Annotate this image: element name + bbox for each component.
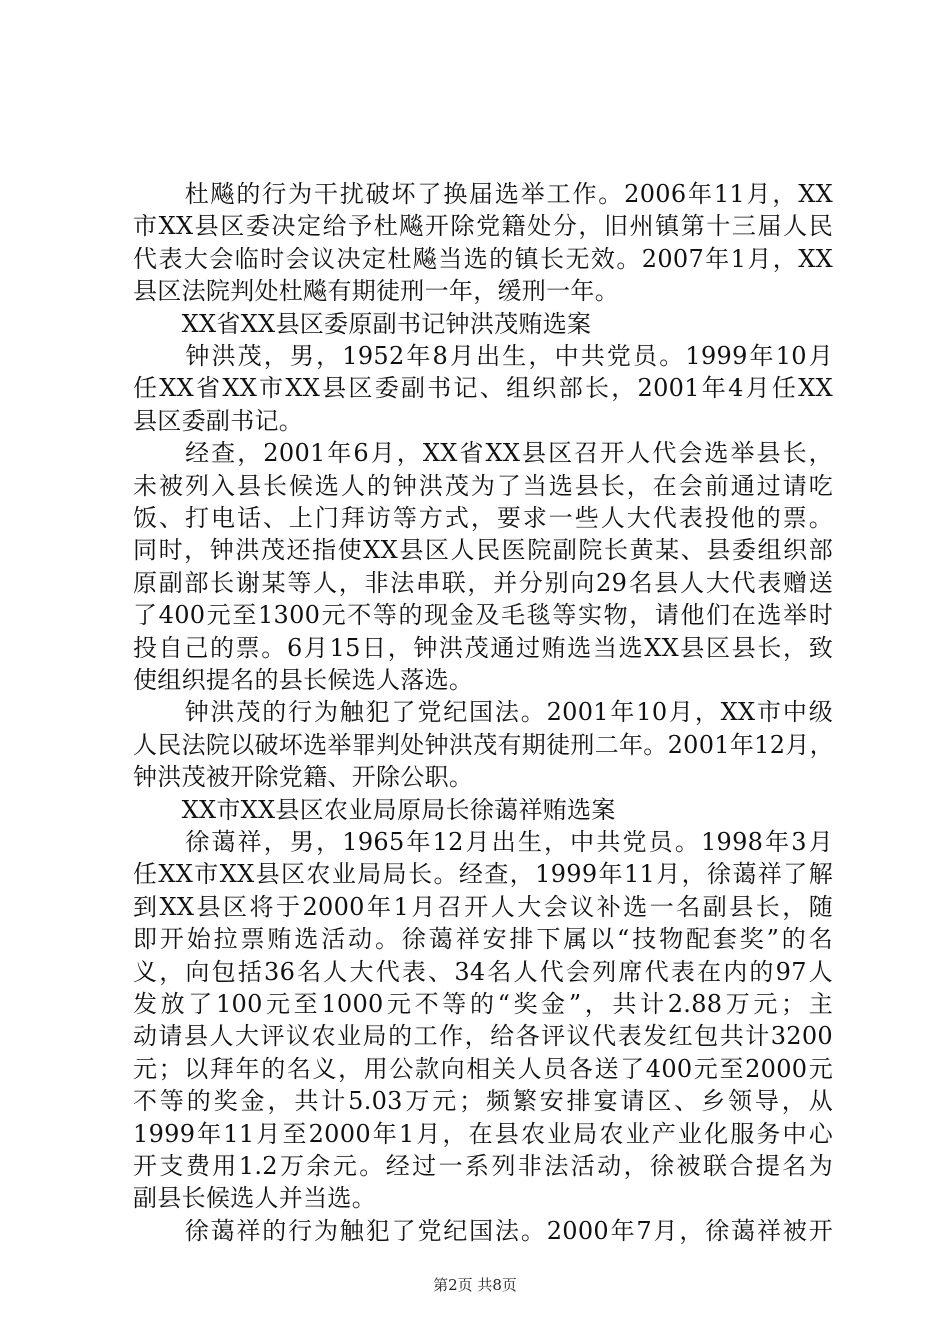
text-line: 副县长候选人并当选。	[133, 1184, 376, 1213]
text-line: 同时，钟洪茂还指使XX县区人民医院副院长黄某、县委组织部	[133, 536, 833, 565]
text-line: 即开始拉票贿选活动。徐蔼祥安排下属以“技物配套奖”的名	[133, 925, 833, 954]
text-line: 徐蔼祥，男，1965年12月出生，中共党员。1998年3月	[133, 828, 833, 856]
text-line: 人民法院以破坏选举罪判处钟洪茂有期徒刑二年。2001年12月，	[133, 730, 834, 759]
text-line: 开支费用1.2万余元。经过一系列非法活动，徐被联合提名为	[133, 1152, 833, 1180]
text-line: 经查，2001年6月，XX省XX县区召开人代会选举县长，	[133, 439, 833, 468]
text-line: 钟洪茂的行为触犯了党纪国法。2001年10月，XX市中级	[133, 698, 833, 727]
text-line: 任XX省XX市XX县区委副书记、组织部长，2001年4月任XX	[133, 374, 833, 403]
text-line: XX市XX县区农业局原局长徐蔼祥贿选案	[133, 795, 616, 824]
page-footer: 第2页 共8页	[433, 1276, 517, 1294]
text-line: 县区委副书记。	[133, 406, 304, 435]
text-line: 到XX县区将于2000年1月召开人大会议补选一名副县长，随	[133, 892, 833, 921]
text-line: 未被列入县长候选人的钟洪茂为了当选县长，在会前通过请吃	[133, 471, 833, 500]
text-line: 徐蔼祥的行为触犯了党纪国法。2000年7月，徐蔼祥被开	[133, 1216, 833, 1245]
text-line: 钟洪茂被开除党籍、开除公职。	[133, 763, 474, 792]
text-line: 义，向包括36名人大代表、34名人代会列席代表在内的97人	[133, 957, 833, 986]
text-line: 杜飚的行为干扰破坏了换届选举工作。2006年11月，XX	[133, 180, 833, 208]
text-line: 代表大会临时会议决定杜飚当选的镇长无效。2007年1月，XX	[133, 244, 833, 273]
text-line: 市XX县区委决定给予杜飚开除党籍处分，旧州镇第十三届人民	[133, 212, 833, 241]
text-line: 不等的奖金，共计5.03万元；频繁安排宴请区、乡领导，从	[133, 1087, 833, 1116]
text-line: 1999年11月至2000年1月，在县农业局农业产业化服务中心	[133, 1119, 833, 1148]
text-line: 发放了100元至1000元不等的“奖金”，共计2.88万元；主	[133, 990, 833, 1018]
text-line: 任XX市XX县区农业局局长。经查，1999年11月，徐蔼祥了解	[133, 860, 833, 889]
text-line: XX省XX县区委原副书记钟洪茂贿选案	[133, 309, 592, 338]
text-line: 动请县人大评议农业局的工作，给各评议代表发红包共计3200	[133, 1022, 833, 1051]
text-line: 了400元至1300元不等的现金及毛毯等实物，请他们在选举时	[133, 601, 833, 630]
text-line: 元；以拜年的名义，用公款向相关人员各送了400元至2000元	[133, 1054, 833, 1083]
text-line: 使组织提名的县长候选人落选。	[133, 666, 474, 694]
text-line: 钟洪茂，男，1952年8月出生，中共党员。1999年10月	[133, 342, 833, 370]
text-line: 县区法院判处杜飚有期徒刑一年，缓刑一年。	[133, 277, 619, 306]
text-line: 投自己的票。6月15日，钟洪茂通过贿选当选XX县区县长，致	[133, 633, 833, 662]
text-line: 饭、打电话、上门拜访等方式，要求一些人大代表投他的票。	[133, 504, 833, 532]
text-line: 原副部长谢某等人，非法串联，并分别向29名县人大代表赠送	[133, 568, 833, 597]
